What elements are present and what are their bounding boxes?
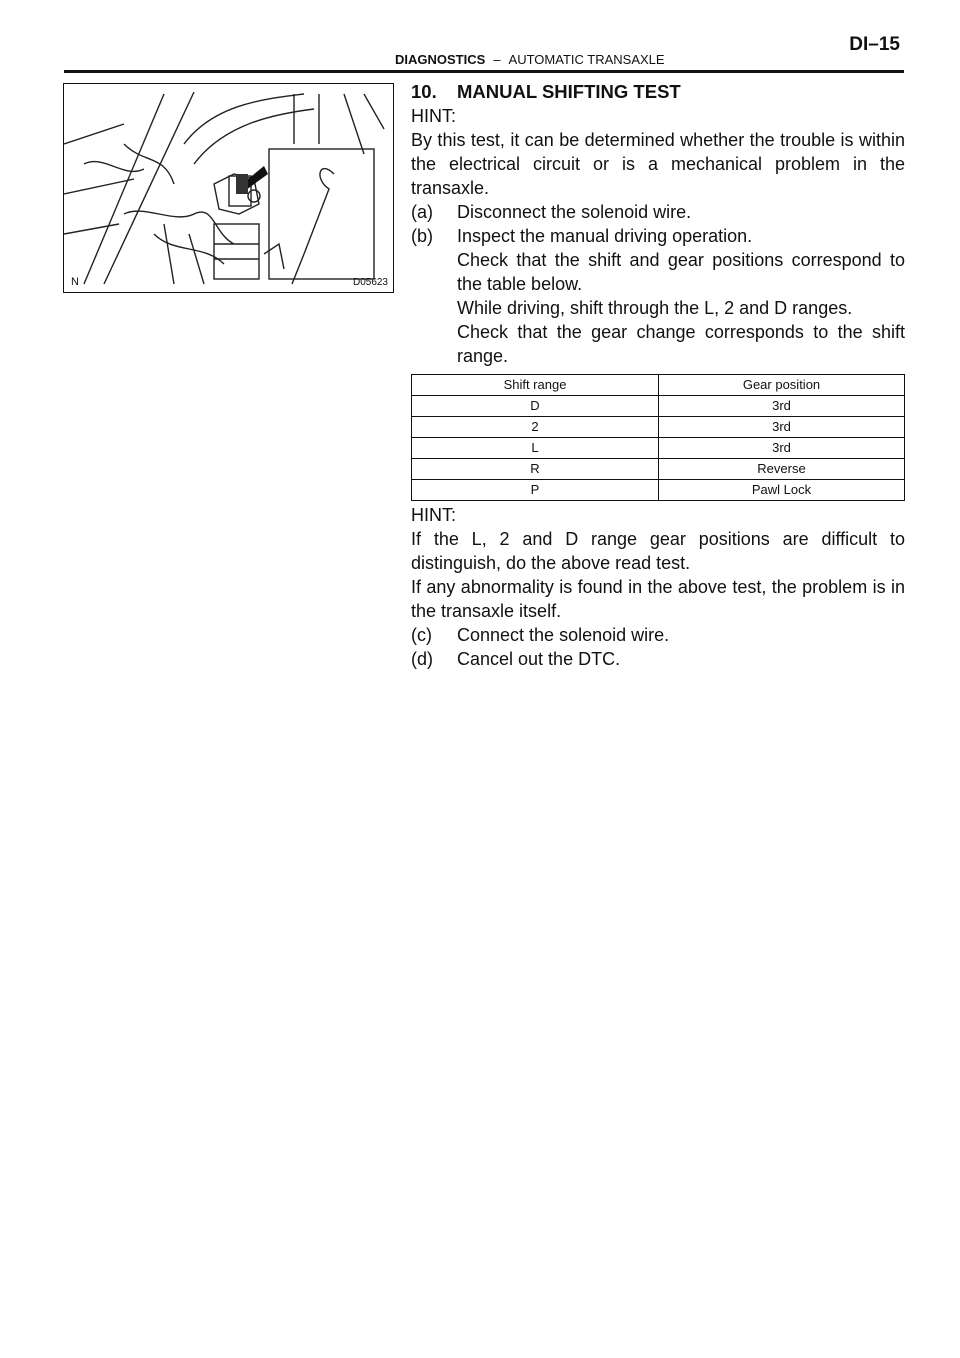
shift-gear-table bbox=[411, 374, 905, 501]
step-b-line3: Check that the gear change corresponds to the shift range. bbox=[457, 322, 905, 366]
step-c-mark: (c) bbox=[411, 625, 432, 645]
step-a-mark: (a) bbox=[411, 202, 433, 222]
table-cell: 3rd bbox=[659, 438, 905, 459]
table-row bbox=[412, 459, 905, 480]
step-d bbox=[411, 647, 905, 671]
table-cell: L bbox=[412, 438, 659, 459]
step-a-text: Disconnect the solenoid wire. bbox=[457, 202, 692, 222]
table-cell: Reverse bbox=[659, 459, 905, 480]
section-title: DIAGNOSTICS bbox=[395, 52, 486, 67]
step-d-mark: (d) bbox=[411, 649, 433, 669]
step-b-text: Inspect the manual driving operation. bbox=[457, 226, 753, 246]
table-row bbox=[412, 438, 905, 459]
step-d-text: Cancel out the DTC. bbox=[457, 649, 621, 669]
table-row bbox=[412, 417, 905, 438]
step-b bbox=[411, 224, 905, 248]
step-c bbox=[411, 623, 905, 647]
header-rule bbox=[64, 70, 904, 73]
intro-paragraph: By this test, it can be determined whether the trouble is within the electrical circuit or is a mechanical problem in the transaxle. bbox=[411, 130, 905, 198]
content-column bbox=[411, 80, 905, 671]
section-subtitle: AUTOMATIC TRANSAXLE bbox=[508, 52, 665, 67]
section-heading bbox=[411, 80, 905, 104]
step-b-line1: Check that the shift and gear positions correspond to the table below. bbox=[457, 250, 905, 294]
table-cell: P bbox=[412, 480, 659, 501]
step-a bbox=[411, 200, 905, 224]
step-c-text: Connect the solenoid wire. bbox=[457, 625, 670, 645]
engine-illustration bbox=[64, 84, 394, 293]
hint-label-2: HINT: bbox=[411, 505, 456, 525]
heading-text: MANUAL SHIFTING TEST bbox=[457, 81, 681, 102]
figure-code: D05623 bbox=[352, 277, 388, 288]
table-header-cell: Shift range bbox=[412, 375, 659, 396]
hint-paragraph-1: If the L, 2 and D range gear positions are difficult to distinguish, do the above read test. bbox=[411, 529, 905, 573]
table-cell: 3rd bbox=[659, 396, 905, 417]
table-row bbox=[412, 480, 905, 501]
table-header-cell: Gear position bbox=[659, 375, 905, 396]
section-header bbox=[395, 52, 665, 67]
table-cell: D bbox=[412, 396, 659, 417]
table-cell: 2 bbox=[412, 417, 659, 438]
step-b-line2: While driving, shift through the L, 2 and D ranges. bbox=[457, 298, 853, 318]
page-id: DI–15 bbox=[849, 34, 900, 55]
hint-paragraph-2: If any abnormality is found in the above test, the problem is in the transaxle itself. bbox=[411, 577, 905, 621]
hint-label: HINT: bbox=[411, 106, 456, 126]
table-cell: 3rd bbox=[659, 417, 905, 438]
section-dash: – bbox=[493, 52, 501, 67]
heading-number: 10. bbox=[411, 81, 437, 102]
table-header-row bbox=[412, 375, 905, 396]
table-row bbox=[412, 396, 905, 417]
illustration-figure bbox=[63, 83, 394, 293]
table-cell: Pawl Lock bbox=[659, 480, 905, 501]
table-cell: R bbox=[412, 459, 659, 480]
figure-label-n: N bbox=[71, 276, 79, 288]
step-b-mark: (b) bbox=[411, 226, 433, 246]
